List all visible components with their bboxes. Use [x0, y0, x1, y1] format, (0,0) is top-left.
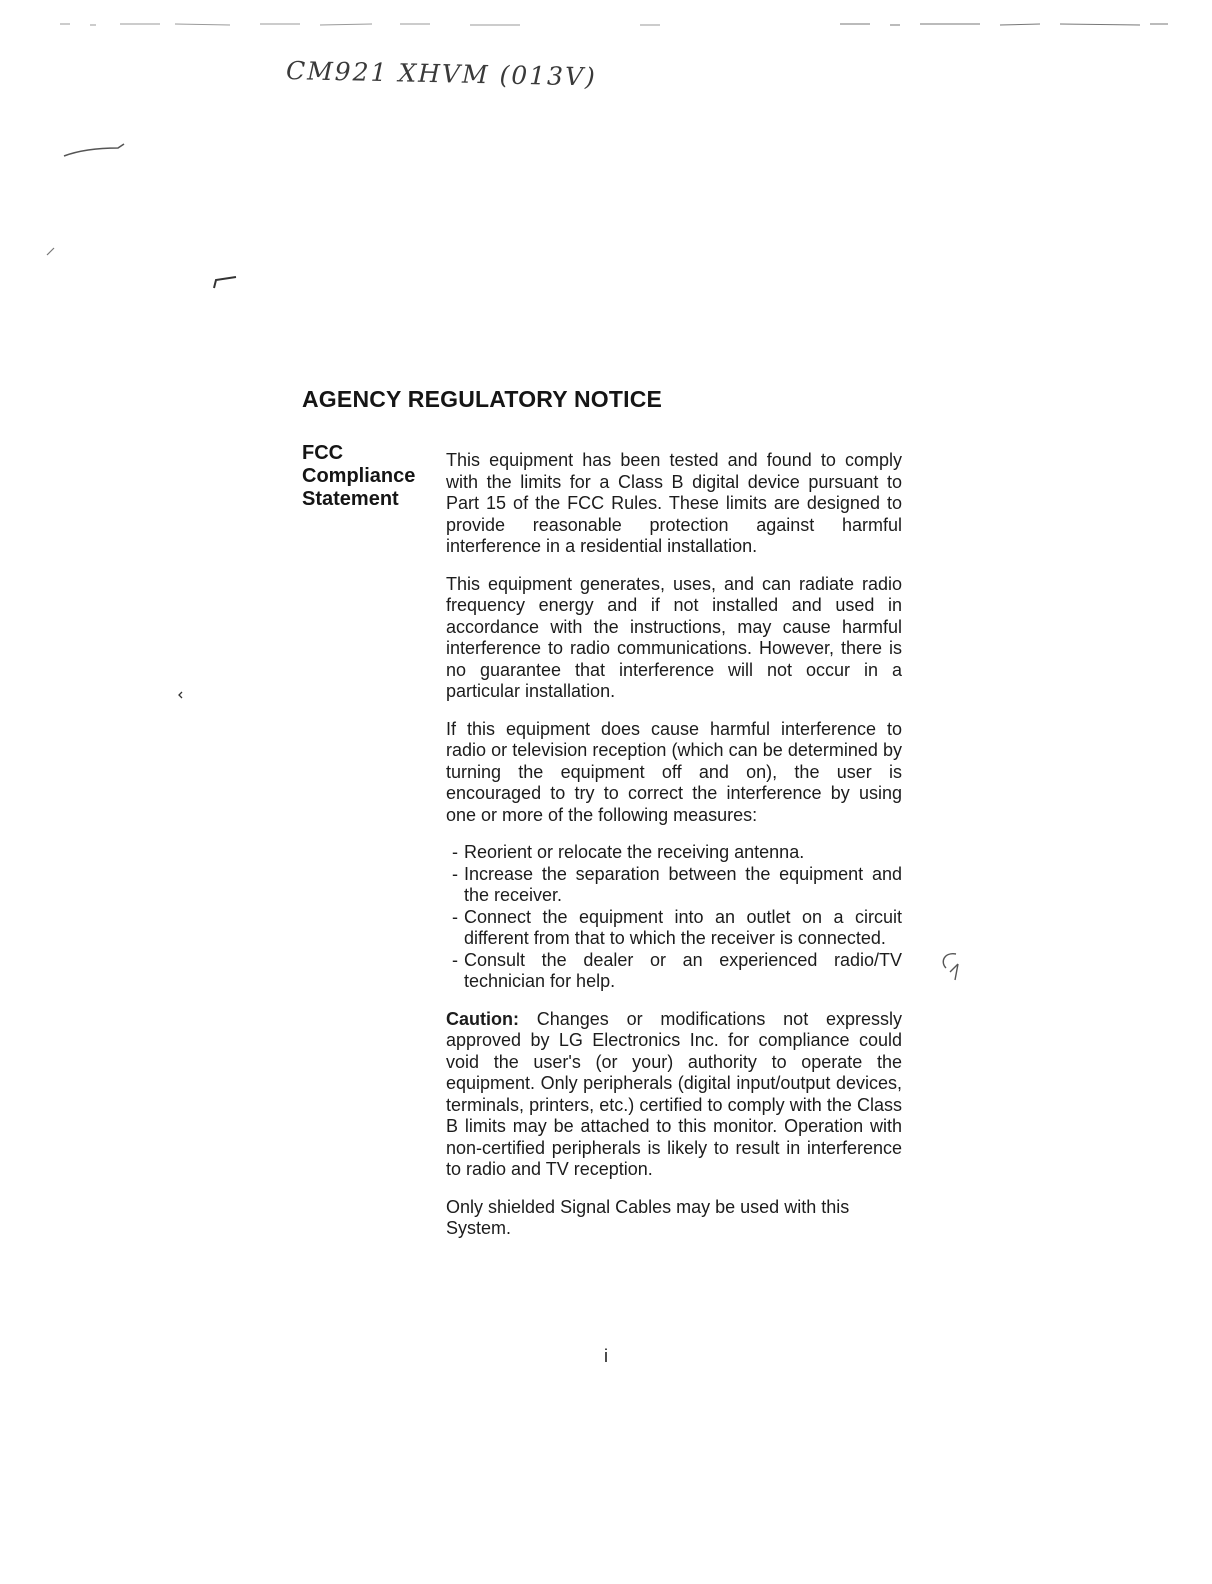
section-heading-line-3: Statement: [302, 488, 399, 510]
section-heading-line-2: Compliance: [302, 465, 416, 487]
list-item: - Consult the dealer or an experienced radio/TV technician for help.: [452, 949, 902, 991]
scan-noise-top: [0, 18, 1212, 32]
pen-dot-mark: [44, 244, 58, 258]
small-dot-mark: [177, 690, 185, 700]
caution-text: Changes or modifications not expressly approved by LG Electronics Inc. for compliance could void the user's (or your) authority to operate the equipment. Only peripherals (digital input/output devices, terminals, printers, etc.) certified to comply with the Class B limits may be attached to this monitor. Operation with non-certified peripherals is likely to result in interference to radio and TV reception.: [446, 1008, 902, 1179]
paragraph-measures-intro: If this equipment does cause harmful interference to radio or television reception (which can be determined by turning the equipment off and on), the user is encouraged to try to correct the interference by using one or more of the following measures:: [446, 718, 902, 825]
page-number: i: [604, 1346, 608, 1366]
margin-scribble-mark: [936, 948, 966, 984]
statement-body: [446, 450, 902, 1256]
corner-tick-mark: [210, 274, 240, 294]
handwritten-annotation: CM921 XHVM (013V): [285, 56, 598, 92]
paragraph-caution: [446, 1009, 902, 1181]
pen-stroke-mark: [60, 132, 140, 162]
section-heading-line-1: FCC: [302, 442, 344, 464]
measure-text: Increase the separation between the equipment and the receiver.: [464, 863, 902, 905]
paragraph-radiation: This equipment generates, uses, and can radiate radio frequency energy and if not installed and used in accordance with the instructions, may cause harmful interference to radio communications. However, there is no guarantee that interference will not occur in a particular installation.: [446, 573, 902, 701]
measures-list: [452, 842, 902, 993]
measure-text: Reorient or relocate the receiving antenna.: [464, 842, 805, 862]
caution-label: Caution:: [446, 1008, 519, 1029]
paragraph-closing: Only shielded Signal Cables may be used with this System.: [446, 1196, 850, 1238]
paragraph-testing: This equipment has been tested and found to comply with the limits for a Class B digital device pursuant to Part 15 of the FCC Rules. These limits are designed to provide reasonable protection against harmful interference in a residential installation.: [446, 450, 902, 556]
list-item: - Reorient or relocate the receiving antenna.: [452, 842, 805, 862]
measure-text: Consult the dealer or an experienced radio/TV technician for help.: [464, 949, 902, 991]
section-heading: [302, 442, 432, 511]
page-title: AGENCY REGULATORY NOTICE: [302, 386, 663, 412]
list-item: - Increase the separation between the equipment and the receiver.: [452, 863, 902, 905]
list-item: - Connect the equipment into an outlet on a circuit different from that to which the receiver is connected.: [452, 906, 902, 948]
measure-text: Connect the equipment into an outlet on a circuit different from that to which the receiver is connected.: [464, 906, 902, 948]
